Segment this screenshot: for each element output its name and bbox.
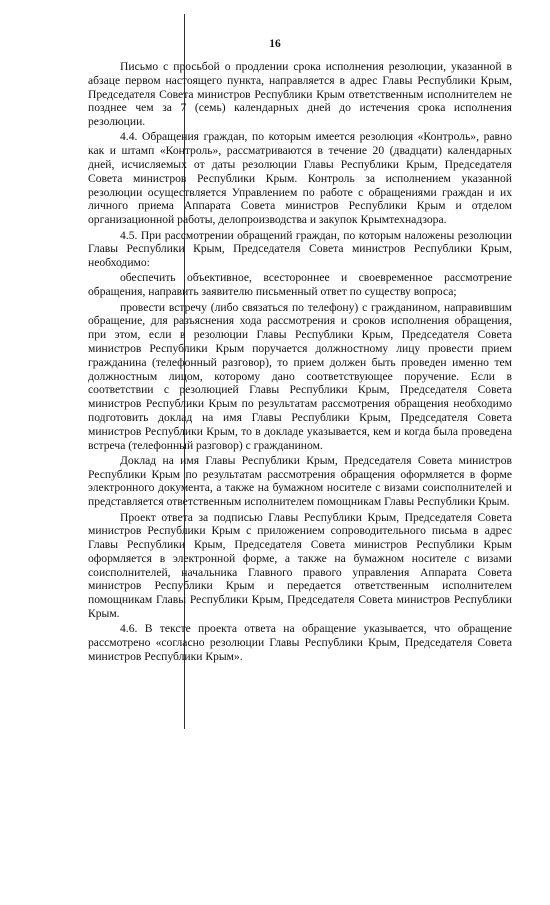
- paragraph: 4.6. В тексте проекта ответа на обращение указывается, что обращение рассмотрено «согласно резолюции Главы Республики Крым, Председателя Совета министров Республики Крым».: [88, 622, 512, 663]
- paragraph: Письмо с просьбой о продлении срока исполнения резолюции, указанной в абзаце первом настоящего пункта, направляется в адрес Главы Республики Крым, Председателя Совета министров Республики Крым ответственным исполнителем не позднее чем за 7 (семь) календарных дней до истечения срока исполнения резолюции.: [88, 60, 512, 129]
- paragraph: обеспечить объективное, всестороннее и своевременное рассмотрение обращения, направить заявителю письменный ответ по существу вопроса;: [88, 271, 512, 299]
- paragraph: Доклад на имя Главы Республики Крым, Председателя Совета министров Республики Крым по результатам рассмотрения обращения оформляется в форме электронного документа, а также на бумажном носителе с визами соисполнителей и представляется ответственным исполнителем помощникам Главы Республики Крым.: [88, 453, 512, 509]
- paragraph: 4.5. При рассмотрении обращений граждан, по которым наложены резолюции Главы Республики Крым, Председателя Совета министров Республики Крым, необходимо:: [88, 228, 512, 270]
- page-number: 16: [269, 38, 281, 50]
- paragraph: Проект ответа за подписью Главы Республики Крым, Председателя Совета министров Республики Крым с приложением сопроводительного письма в адрес Главы Республики Крым, Председателя Совета министров Республики Крым оформляется в электронной форме, а также на бумажном носителе с визами соисполнителей, начальника Главного правого управления Аппарата Совета министров Республики Крым и передается ответственным исполнителем помощникам Главы Республики Крым, Председателя Совета министров Республики Крым.: [88, 510, 512, 621]
- paragraph: провести встречу (либо связаться по телефону) с гражданином, направившим обращение, для разъяснения хода рассмотрения и сроков исполнения обращения, при этом, если в резолюции Главы Республики Крым, Председателя Совета министров Республики Крым поручается должностному лицу провести прием гражданина (телефонный разговор), то прием должен быть проведен именно тем должностным лицом, которому дано соответствующее поручение. Если в соответствии с резолюцией Главы Республики Крым, Председателя Совета министров Республики Крым по результатам рассмотрения обращения необходимо подготовить доклад на имя Главы Республики Крым, Председателя Совета министров Республики Крым, то в докладе указывается, кем и когда была проведена встреча (телефонный разговор) с гражданином.: [88, 300, 512, 452]
- paragraph: 4.4. Обращения граждан, по которым имеется резолюция «Контроль», равно как и штамп «Контроль», рассматриваются в течение 20 (двадцати) календарных дней, исчисляемых от даты резолюции Главы Республики Крым, Председателя Совета министров Республики Крым. Контроль за исполнением указанной резолюции осуществляется Управлением по работе с обращениями граждан и их личного приема Аппарата Совета министров Республики Крым и отделом организационной работы, делопроизводства и закупок Крымтехнадзора.: [88, 130, 512, 227]
- document-body: [88, 60, 512, 665]
